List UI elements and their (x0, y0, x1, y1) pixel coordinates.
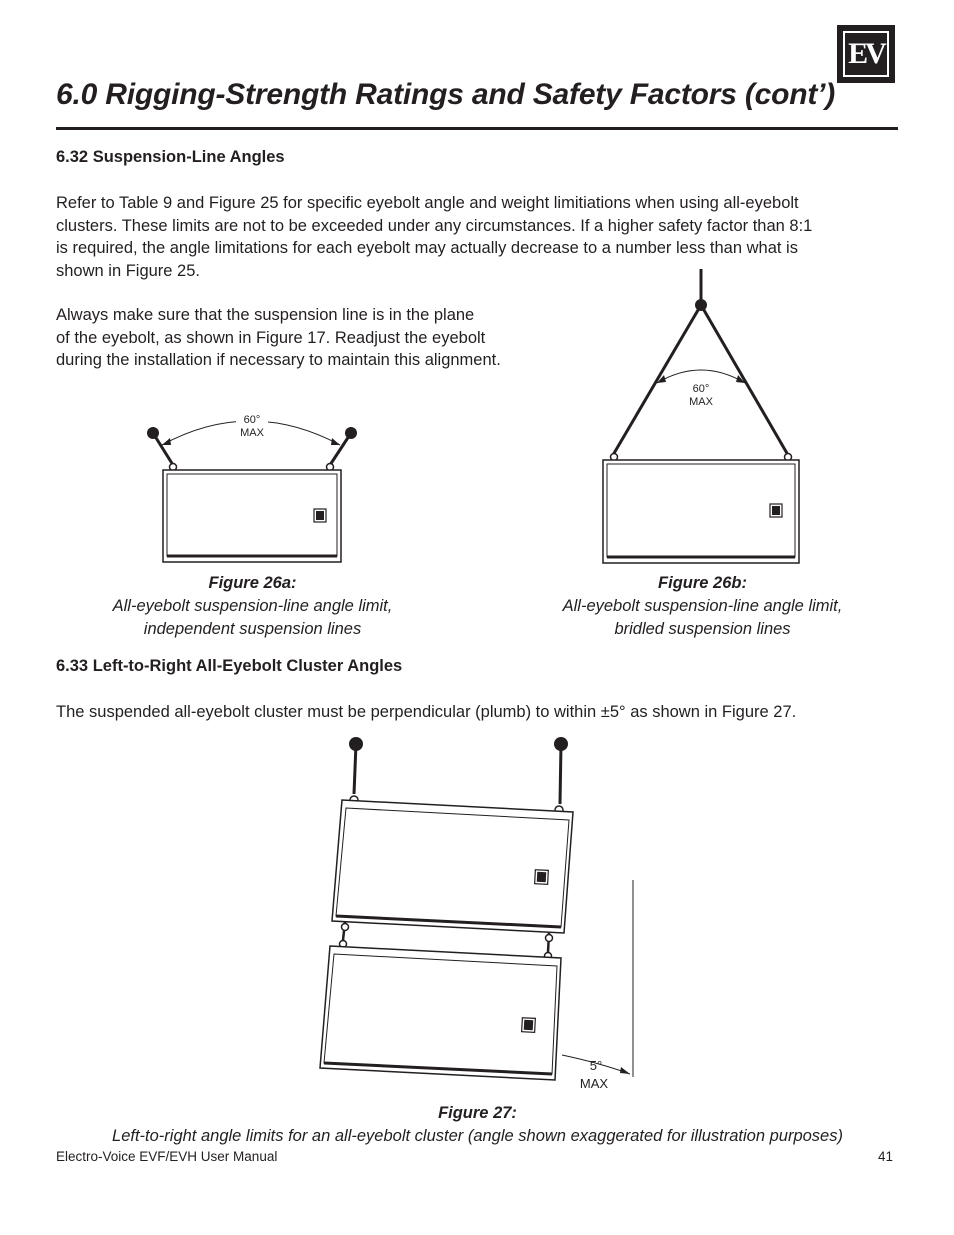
para2-line: during the installation if necessary to maintain this alignment. (56, 351, 501, 369)
section-632-heading: 6.32 Suspension-Line Angles (56, 148, 285, 166)
figure-27-illustration (310, 730, 650, 1095)
eyebolt-ball-icon (349, 737, 363, 751)
figure-26a-caption-line: All-eyebolt suspension-line angle limit, (112, 597, 393, 615)
eyebolt-ball-icon (695, 299, 707, 311)
figure-27-angle-label: 5° (589, 1058, 603, 1073)
footer-manual-title: Electro-Voice EVF/EVH User Manual (56, 1149, 278, 1164)
figure-27-title: Figure 27: (438, 1104, 517, 1122)
upper-cabinet (332, 800, 573, 933)
para2-line: Always make sure that the suspension line is in the plane (56, 306, 475, 324)
para1-line: is required, the angle limitations for each eyebolt may actually decrease to a number less than what is (56, 239, 798, 257)
para1-line: shown in Figure 25. (56, 261, 200, 280)
section-633-paragraph: The suspended all-eyebolt cluster must be perpendicular (plumb) to within ±5° as shown in Figure 27. (56, 703, 797, 721)
ev-badge-icon (770, 504, 782, 517)
figure-26b-angle-label: 60° (692, 383, 710, 395)
title-rule (56, 127, 898, 130)
figure-26b-title: Figure 26b: (658, 574, 747, 592)
para1-line: clusters. These limits are not to be exceeded under any circumstances. If a higher safety factor than 8:1 (56, 216, 813, 235)
ev-logo: EV (837, 25, 895, 83)
para2-line: of the eyebolt, as shown in Figure 17. Readjust the eyebolt (56, 328, 486, 347)
figure-27-max-label: MAX (579, 1076, 609, 1091)
eyebolt-ball-icon (554, 737, 568, 751)
lower-cabinet (320, 946, 561, 1080)
section-633-heading: 6.33 Left-to-Right All-Eyebolt Cluster Angles (56, 657, 403, 675)
figure-26a-max-label: MAX (240, 427, 264, 439)
eyebolt-ball-icon (345, 427, 357, 439)
para1-line: Refer to Table 9 and Figure 25 for specific eyebolt angle and weight limitiations when using all-eyebolt (56, 194, 799, 212)
figure-26b-illustration (595, 265, 810, 570)
figure-26b-caption-line: bridled suspension lines (614, 620, 791, 638)
section-632-paragraph-2 (56, 304, 556, 372)
footer-page-number: 41 (878, 1149, 894, 1164)
figure-27-caption (40, 1102, 915, 1148)
figure-26a-angle-label: 60° (243, 414, 261, 426)
ev-badge-icon (314, 509, 326, 522)
figure-26a-title: Figure 26a: (208, 574, 297, 592)
figure-26b-max-label: MAX (689, 396, 713, 408)
figure-26a-caption (60, 572, 445, 641)
figure-26a-caption-line: independent suspension lines (143, 620, 362, 638)
eyebolt-ball-icon (147, 427, 159, 439)
figure-26b-caption (510, 572, 895, 641)
figure-26a-illustration (140, 405, 370, 570)
figure-26b-caption-line: All-eyebolt suspension-line angle limit, (562, 597, 843, 615)
page-title: 6.0 Rigging-Strength Ratings and Safety Factors (cont’) (56, 78, 836, 111)
figure-27-caption-line: Left-to-right angle limits for an all-eyebolt cluster (angle shown exaggerated for illustration purposes) (112, 1127, 843, 1145)
